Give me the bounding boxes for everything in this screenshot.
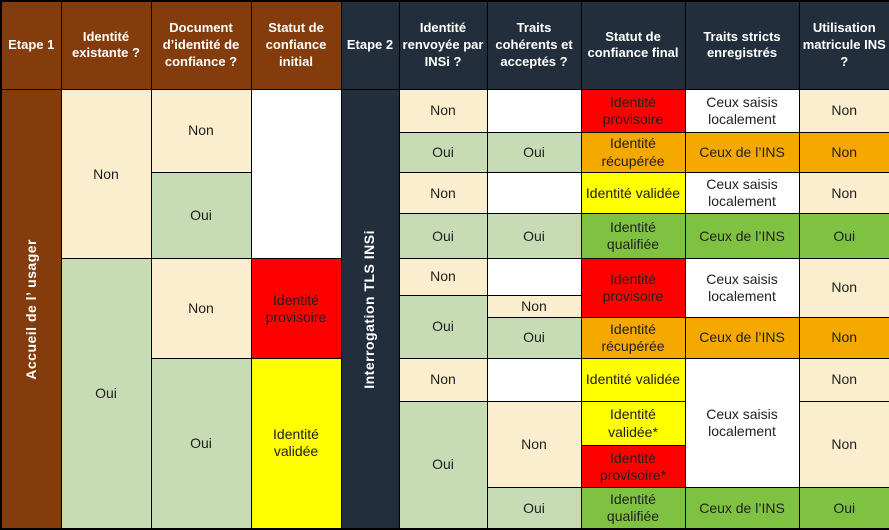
header-traits-coherents: Traits cohérents et acceptés ? — [487, 1, 581, 89]
cell-r11-matricule-oui: Oui — [799, 488, 889, 529]
cell-r3-stricts-saisis: Ceux saisis localement — [685, 173, 799, 214]
cell-r2-traits-oui: Oui — [487, 132, 581, 172]
cell-r1-traits-vide — [487, 89, 581, 132]
cell-document-oui-bas: Oui — [151, 358, 251, 529]
cell-r9-statut-validee-asterisque: Identité validée* — [581, 401, 685, 445]
cell-r56-statut-provisoire: Identité provisoire — [581, 259, 685, 317]
sidebar-etape1-accueil-usager — [1, 89, 61, 529]
cell-r4-matricule-oui: Oui — [799, 214, 889, 259]
row-1 — [1, 89, 889, 132]
cell-r11-statut-qualifiee: Identité qualifiée — [581, 488, 685, 529]
cell-r3-insi-non: Non — [399, 173, 487, 214]
header-traits-stricts: Traits stricts enregistrés — [685, 1, 799, 89]
cell-r7-statut-recuperee: Identité récupérée — [581, 317, 685, 358]
cell-document-non-haut: Non — [151, 89, 251, 172]
cell-r56-matricule-non: Non — [799, 259, 889, 317]
cell-statut-initial-provisoire: Identité provisoire — [251, 259, 341, 358]
cell-document-oui-haut: Oui — [151, 173, 251, 259]
cell-r5-traits-vide — [487, 259, 581, 295]
cell-r8-matricule-non: Non — [799, 358, 889, 401]
header-document-identite: Document d’identité de confiance ? — [151, 1, 251, 89]
cell-r6-traits-non: Non — [487, 295, 581, 317]
cell-r1-statut-provisoire: Identité provisoire — [581, 89, 685, 132]
cell-r10-statut-provisoire-asterisque: Identité provisoire* — [581, 446, 685, 488]
cell-r11-traits-oui: Oui — [487, 488, 581, 529]
accueil-usager-label: Accueil de l’ usager — [22, 238, 39, 380]
cell-r910-matricule-non: Non — [799, 401, 889, 487]
cell-r3-traits-vide — [487, 173, 581, 214]
cell-r1-matricule-non: Non — [799, 89, 889, 132]
header-statut-final: Statut de confiance final — [581, 1, 685, 89]
cell-r8-insi-non: Non — [399, 358, 487, 401]
cell-r11-stricts-ins: Ceux de l’INS — [685, 488, 799, 529]
cell-r3-statut-validee: Identité validée — [581, 173, 685, 214]
cell-r56-stricts-saisis: Ceux saisis localement — [685, 259, 799, 317]
header-statut-initial: Statut de confiance initial — [251, 1, 341, 89]
cell-r67-insi-oui: Oui — [399, 295, 487, 358]
cell-r3-matricule-non: Non — [799, 173, 889, 214]
cell-r910-traits-non: Non — [487, 401, 581, 487]
header-utilisation-matricule: Utilisation matricule INS ? — [799, 1, 889, 89]
cell-r810-stricts-saisis: Ceux saisis localement — [685, 358, 799, 487]
sidebar-etape2-interrogation-tls-insi — [341, 89, 399, 529]
cell-r5-insi-non: Non — [399, 259, 487, 295]
cell-existante-oui: Oui — [61, 259, 151, 529]
cell-r8-traits-vide — [487, 358, 581, 401]
cell-r4-traits-oui: Oui — [487, 214, 581, 259]
header-etape-1: Etape 1 — [1, 1, 61, 89]
cell-r2-insi-oui: Oui — [399, 132, 487, 172]
header-identite-renvoyee: Identité renvoyée par INSi ? — [399, 1, 487, 89]
cell-document-non-bas: Non — [151, 259, 251, 358]
cell-statut-initial-vide — [251, 89, 341, 259]
cell-r2-matricule-non: Non — [799, 132, 889, 172]
cell-existante-non: Non — [61, 89, 151, 259]
cell-r1-stricts-saisis: Ceux saisis localement — [685, 89, 799, 132]
cell-r4-stricts-ins: Ceux de l’INS — [685, 214, 799, 259]
cell-statut-initial-validee: Identité validée — [251, 358, 341, 529]
cell-r4-statut-qualifiee: Identité qualifiée — [581, 214, 685, 259]
cell-r7-stricts-ins: Ceux de l’INS — [685, 317, 799, 358]
cell-r2-statut-recuperee: Identité récupérée — [581, 132, 685, 172]
cell-r1-insi-non: Non — [399, 89, 487, 132]
interrogation-tls-insi-label: Interrogation TLS INSi — [361, 229, 378, 389]
cell-r911-insi-oui: Oui — [399, 401, 487, 529]
header-etape-2: Etape 2 — [341, 1, 399, 89]
cell-r7-traits-oui: Oui — [487, 317, 581, 358]
cell-r4-insi-oui: Oui — [399, 214, 487, 259]
header-identite-existante: Identité existante ? — [61, 1, 151, 89]
cell-r2-stricts-ins: Ceux de l’INS — [685, 132, 799, 172]
cell-r8-statut-validee: Identité validée — [581, 358, 685, 401]
header-row — [1, 1, 889, 89]
row-5 — [1, 259, 889, 295]
cell-r7-matricule-non: Non — [799, 317, 889, 358]
